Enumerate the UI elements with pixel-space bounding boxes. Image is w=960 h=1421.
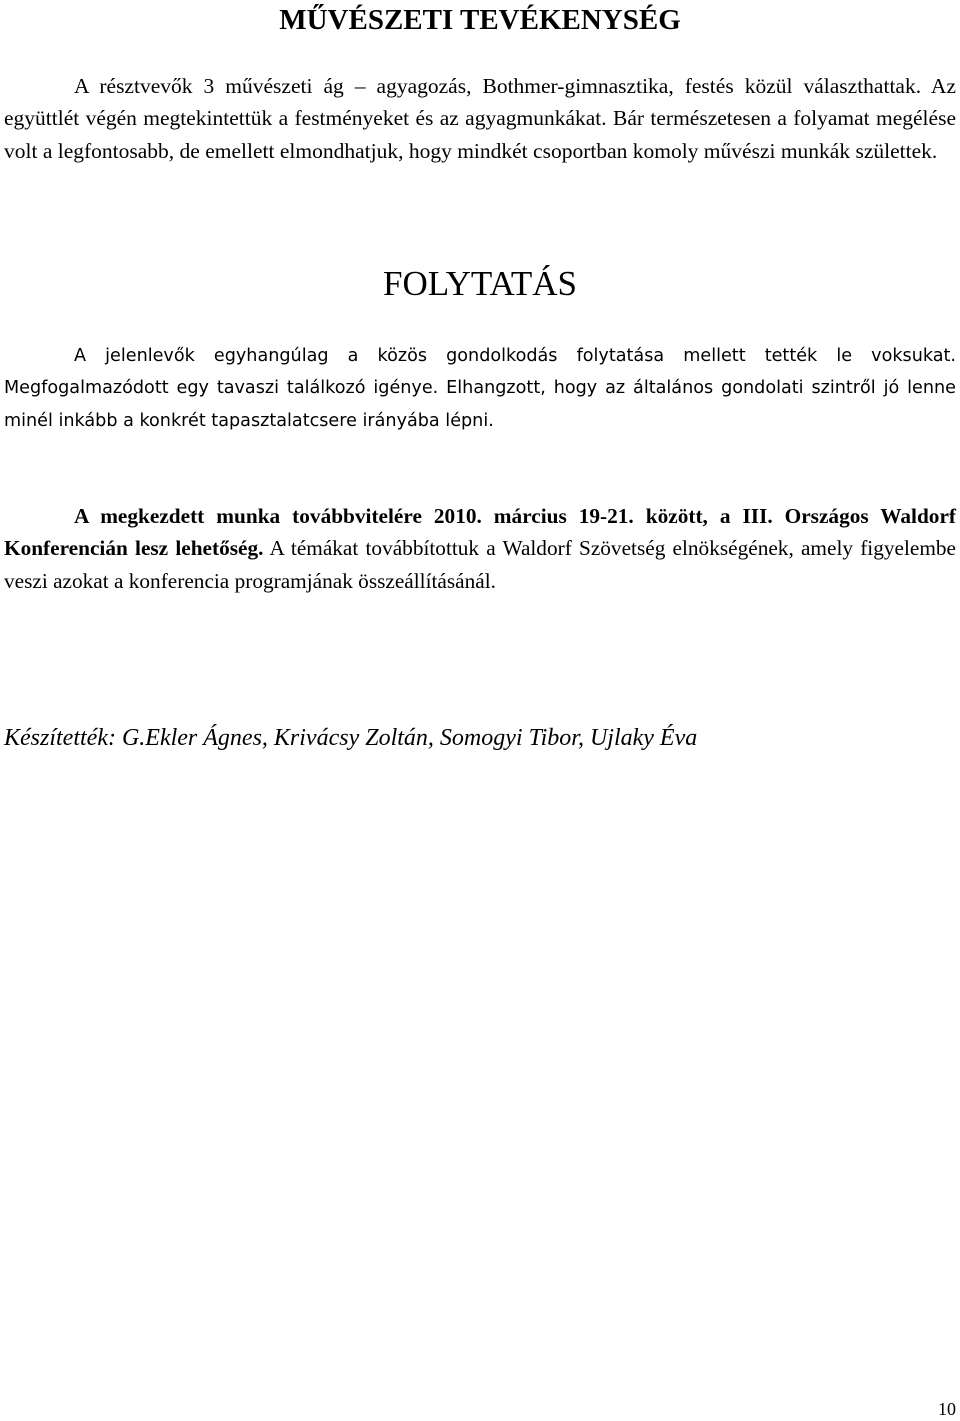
paragraph-folytatas-intro: A jelenlevők egyhangúlag a közös gondolkodás folytatása mellett tették le voksukat. Megfogalmazódott egy tavaszi találkozó igénye. Elhangzott, hogy az általános gondolati szintről jó lenne minél inkább a konkrét tapasztalatcsere irányába lépni. xyxy=(4,346,956,431)
page-number: 10 xyxy=(938,1399,956,1419)
paragraph-muveszeti: A résztvevők 3 művészeti ág – agyagozás, Bothmer-gimnasztika, festés közül választhattak. Az együttlét végén megtekintettük a festményeket és az agyagmunkákat. Bár természetesen a folyamat megélése volt a legfontosabb, de emellett elmondhatjuk, hogy mindkét csoportban komoly művészi munkák születtek. xyxy=(4,74,956,163)
announcement-rest-text: A témákat továbbítottuk a Waldorf Szövetség elnökségének, amely figyelembe veszi azokat a konferencia programjának összeállításánál. xyxy=(4,536,956,593)
authors-line: Készítették: G.Ekler Ágnes, Krivácsy Zoltán, Somogyi Tibor, Ujlaky Éva xyxy=(4,725,698,751)
announcement-bold-text: A megkezdett munka továbbvitelére 2010. március 19-21. között, a III. Országos Waldorf Konferencián lesz lehetőség. xyxy=(4,504,956,561)
section-title-muveszeti: MŰVÉSZETI TEVÉKENYSÉG xyxy=(279,4,681,36)
paragraph-folytatas-announcement xyxy=(4,500,956,597)
section-title-folytatas: FOLYTATÁS xyxy=(383,264,577,303)
